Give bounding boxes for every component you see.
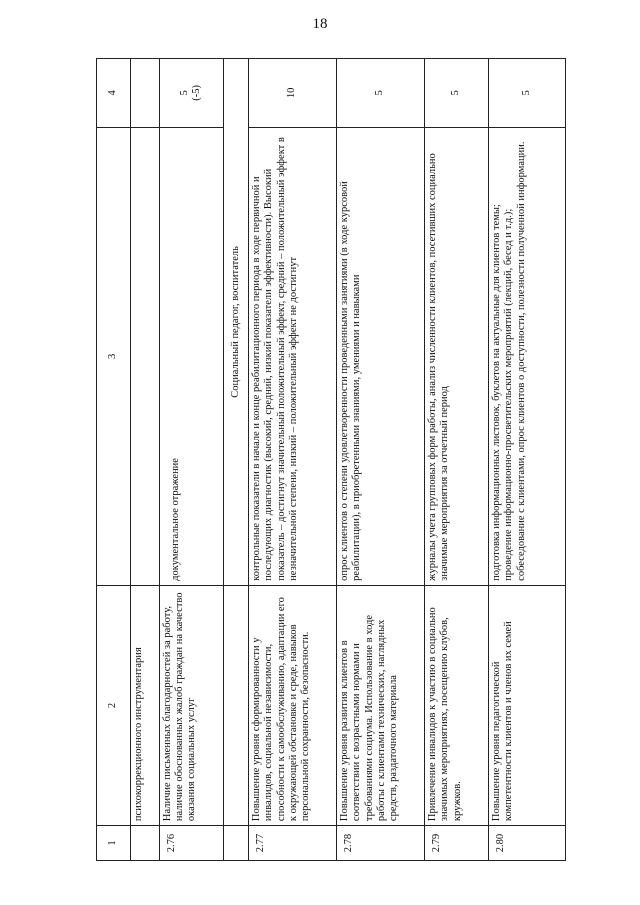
row-method: журналы учета групповых форм работы, анализ численности клиентов, посетивших социально значимые мероприятия за отчетный период <box>425 127 489 585</box>
section-row <box>223 59 248 861</box>
row-method <box>131 127 160 585</box>
row-indicator: Наличие письменных благодарностей за работу, наличие обоснованных жалоб граждан на качество оказания социальных услуг <box>159 585 223 825</box>
row-number <box>131 826 160 861</box>
row-points <box>131 59 160 128</box>
row-points: 5 <box>336 59 424 128</box>
row-method: подготовка информационных листовок, буклетов на актуальные для клиентов темы; проведение информационно-просветительских мероприятий (лекций, бесед и т.д.); собеседование с клиентами, опрос клиентов о доступности, полезности полученной информации. <box>488 127 565 585</box>
row-indicator: Повышение уровня развития клиентов в соответствии с возрастными нормами и требованиями социума. Использование в ходе работы с клиентами технических, наглядных средств, раздаточного материала <box>336 585 424 825</box>
row-indicator: Повышение уровня сформированности у инвалидов, социальной независимости, способности к самообслуживанию, адаптации его к окружающей обстановке и среде, навыков персональной сохранности, безопасности. <box>248 585 336 825</box>
row-number: 2.77 <box>248 826 336 861</box>
row-points: 5 <box>425 59 489 128</box>
row-indicator: психокоррекционного инструментария <box>131 585 160 825</box>
row-method: опрос клиентов о степени удовлетворенности проведенными занятиями (в ходе курсовой реабилитации), в приобретенными знаниями, умениями и навыками <box>336 127 424 585</box>
table-row <box>336 59 424 861</box>
row-number: 2.76 <box>159 826 223 861</box>
row-indicator: Повышение уровня педагогической компетентности клиентов и членов их семей <box>488 585 565 825</box>
row-points: 10 <box>248 59 336 128</box>
header-col-3: 3 <box>97 127 131 585</box>
table-row <box>159 59 223 861</box>
row-indicator: Привлечение инвалидов к участию в социально значимых мероприятиях, посещению клубов, кружков. <box>425 585 489 825</box>
header-col-1: 1 <box>97 826 131 861</box>
evaluation-table <box>96 58 566 861</box>
rotated-table-area <box>96 58 566 861</box>
table-row <box>488 59 565 861</box>
header-col-4: 4 <box>97 59 131 128</box>
row-method: контрольные показатели в начале и конце реабилитационного периода в ходе первичной и последующих диагностик (высокий, средний, низкий показатели эффективности). Высокий показатель – достигнут значительный положительный эффект, средний – положительный эффект в незначительной степени, низкий – положительный эффект не достигнут <box>248 127 336 585</box>
header-row <box>97 59 131 861</box>
header-col-2: 2 <box>97 585 131 825</box>
page-number: 18 <box>312 16 328 32</box>
table-row <box>131 59 160 861</box>
row-number: 2.80 <box>488 826 565 861</box>
row-points: 5 <box>488 59 565 128</box>
table-row <box>425 59 489 861</box>
table-row <box>248 59 336 861</box>
row-points: 5 (-5) <box>159 59 223 128</box>
section-title: Социальный педагог, воспитатель <box>223 59 248 586</box>
row-number: 2.79 <box>425 826 489 861</box>
row-method: документальное отражение <box>159 127 223 585</box>
row-number: 2.78 <box>336 826 424 861</box>
